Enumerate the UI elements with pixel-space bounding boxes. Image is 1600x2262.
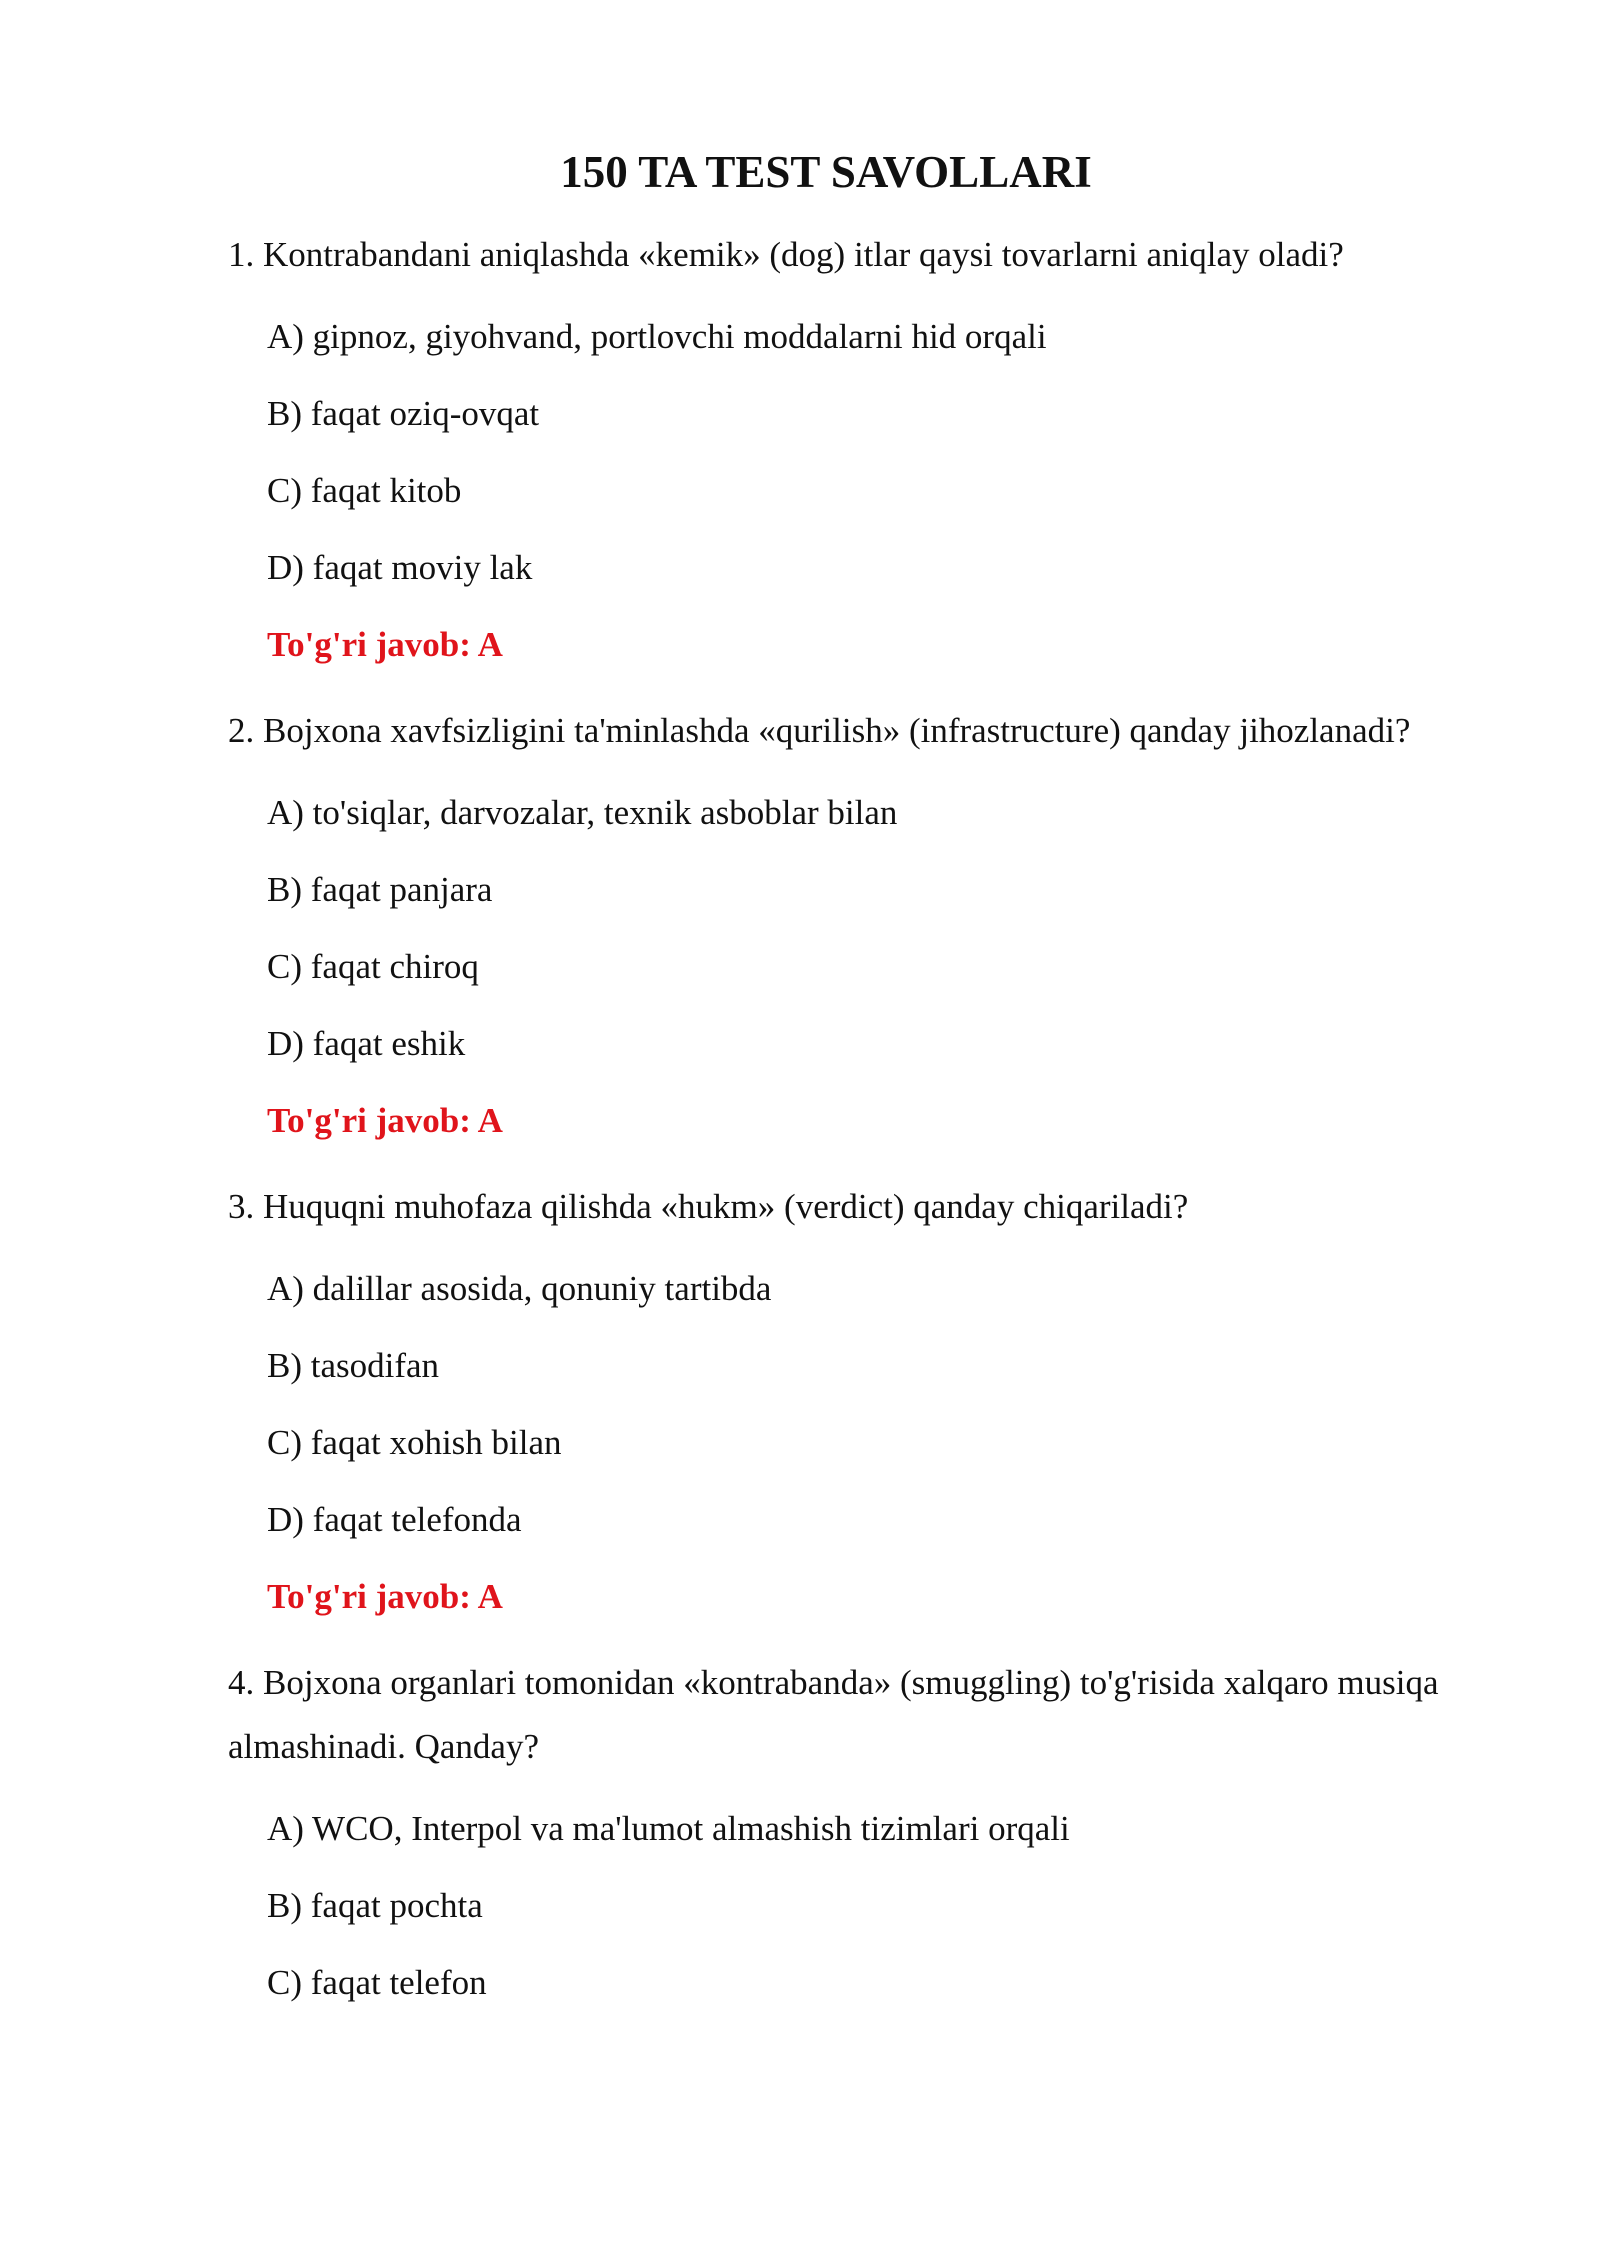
document-title: 150 TA TEST SAVOLLARI — [560, 147, 1092, 197]
question-block-3 — [228, 1175, 1440, 1651]
option-b: B) faqat oziq-ovqat — [267, 394, 540, 433]
option-c: C) faqat kitob — [267, 471, 462, 510]
option-a: A) dalillar asosida, qonuniy tartibda — [267, 1269, 772, 1308]
option-d: D) faqat eshik — [267, 1024, 466, 1063]
question-text: 4. Bojxona organlari tomonidan «kontrabanda» (smuggling) to'g'risida xalqaro musiqa almashinadi. Qanday? — [228, 1663, 1439, 1766]
options-list — [228, 793, 1440, 1101]
option-a: A) WCO, Interpol va ma'lumot almashish tizimlari orqali — [267, 1809, 1070, 1848]
options-list — [228, 1269, 1440, 1577]
option-a: A) gipnoz, giyohvand, portlovchi moddalarni hid orqali — [267, 317, 1047, 356]
option-a: A) to'siqlar, darvozalar, texnik asboblar bilan — [267, 793, 898, 832]
correct-answer: To'g'ri javob: A — [267, 1577, 503, 1616]
option-b: B) faqat pochta — [267, 1886, 483, 1925]
question-text: 1. Kontrabandani aniqlashda «kemik» (dog) itlar qaysi tovarlarni aniqlay oladi? — [228, 235, 1344, 274]
option-d: D) faqat moviy lak — [267, 548, 533, 587]
option-d: D) faqat telefonda — [267, 1500, 522, 1539]
option-b: B) tasodifan — [267, 1346, 440, 1385]
question-text: 2. Bojxona xavfsizligini ta'minlashda «qurilish» (infrastructure) qanday jihozlanadi? — [228, 711, 1411, 750]
option-c: C) faqat xohish bilan — [267, 1423, 562, 1462]
option-c: C) faqat telefon — [267, 1963, 487, 2002]
correct-answer: To'g'ri javob: A — [267, 1101, 503, 1140]
correct-answer: To'g'ri javob: A — [267, 625, 503, 664]
option-c: C) faqat chiroq — [267, 947, 479, 986]
option-b: B) faqat panjara — [267, 870, 493, 909]
question-block-1 — [228, 223, 1440, 699]
question-text: 3. Huquqni muhofaza qilishda «hukm» (verdict) qanday chiqariladi? — [228, 1187, 1189, 1226]
options-list — [228, 1809, 1440, 2040]
question-block-2 — [228, 699, 1440, 1175]
options-list — [228, 317, 1440, 625]
question-block-4 — [228, 1651, 1440, 2040]
